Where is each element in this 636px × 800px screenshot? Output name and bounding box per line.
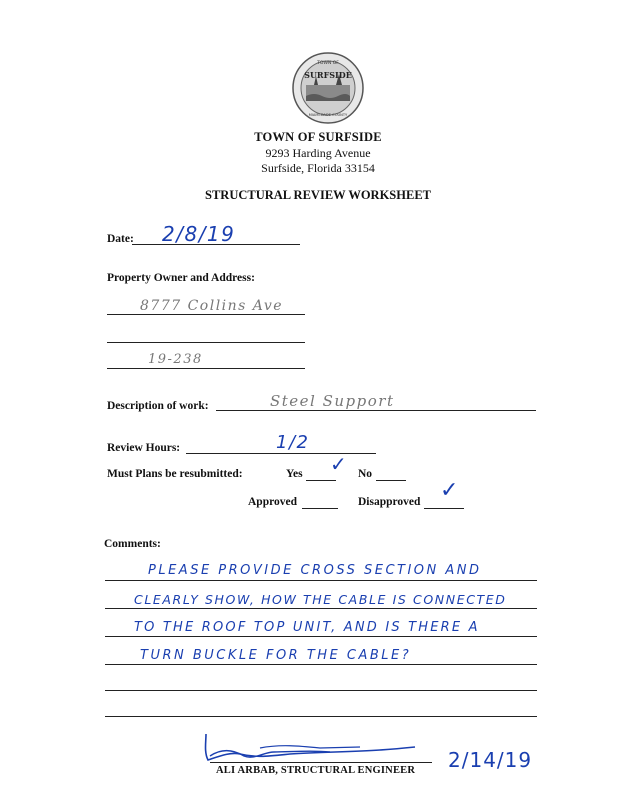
- permit-number-value: 19-238: [148, 352, 203, 367]
- review-hours-label: Review Hours:: [107, 442, 181, 454]
- comment-rule-5: [105, 690, 537, 691]
- comment-rule-3: [105, 636, 537, 637]
- disapproved-checkmark: ✓: [440, 478, 459, 503]
- disapproved-line: [424, 508, 464, 509]
- approved-label: Approved: [248, 496, 297, 508]
- yes-checkmark: ✓: [330, 452, 347, 476]
- review-hours-line: [186, 453, 376, 454]
- seal-bottom-text: MIAMI-DADE COUNTY: [308, 113, 348, 117]
- comment-rule-1: [105, 580, 537, 581]
- seal-name: SURFSIDE: [304, 70, 352, 80]
- description-line: [216, 410, 536, 411]
- date-label: Date:: [107, 233, 134, 245]
- engineer-signature: [200, 730, 430, 766]
- comment-line-3: TO THE ROOF TOP UNIT, AND IS THERE A: [134, 620, 480, 635]
- date-value: 2/8/19: [162, 222, 236, 246]
- signature-line: [210, 762, 432, 763]
- owner-line-1: [107, 314, 305, 315]
- comment-line-1: PLEASE PROVIDE CROSS SECTION AND: [148, 563, 482, 578]
- owner-line-2: [107, 342, 305, 343]
- yes-label: Yes: [286, 468, 303, 480]
- approved-line: [302, 508, 338, 509]
- worksheet-title: STRUCTURAL REVIEW WORKSHEET: [205, 188, 431, 202]
- owner-address-value: 8777 Collins Ave: [140, 298, 284, 314]
- city-address: Surfside, Florida 33154: [261, 161, 375, 175]
- disapproved-label: Disapproved: [358, 496, 421, 508]
- comments-label: Comments:: [104, 538, 161, 550]
- seal-top-text: TOWN OF: [317, 61, 339, 66]
- comment-line-2: CLEARLY SHOW, HOW THE CABLE IS CONNECTED: [134, 592, 507, 607]
- engineer-name: ALI ARBAB, STRUCTURAL ENGINEER: [216, 765, 416, 776]
- owner-line-3: [107, 368, 305, 369]
- description-value: Steel Support: [270, 392, 395, 410]
- signature-date: 2/14/19: [448, 748, 533, 772]
- town-seal-logo: [292, 52, 364, 124]
- street-address: 9293 Harding Avenue: [265, 146, 371, 160]
- no-line: [376, 480, 406, 481]
- no-label: No: [358, 468, 373, 480]
- comment-rule-6: [105, 716, 537, 717]
- review-hours-value: 1/2: [276, 432, 310, 453]
- description-label: Description of work:: [107, 400, 209, 412]
- comment-rule-2: [105, 608, 537, 609]
- town-name: TOWN OF SURFSIDE: [254, 130, 382, 144]
- owner-label: Property Owner and Address:: [107, 272, 255, 284]
- resubmit-label: Must Plans be resubmitted:: [107, 468, 243, 480]
- comment-line-4: TURN BUCKLE FOR THE CABLE?: [140, 648, 412, 663]
- comment-rule-4: [105, 664, 537, 665]
- yes-line: [306, 480, 336, 481]
